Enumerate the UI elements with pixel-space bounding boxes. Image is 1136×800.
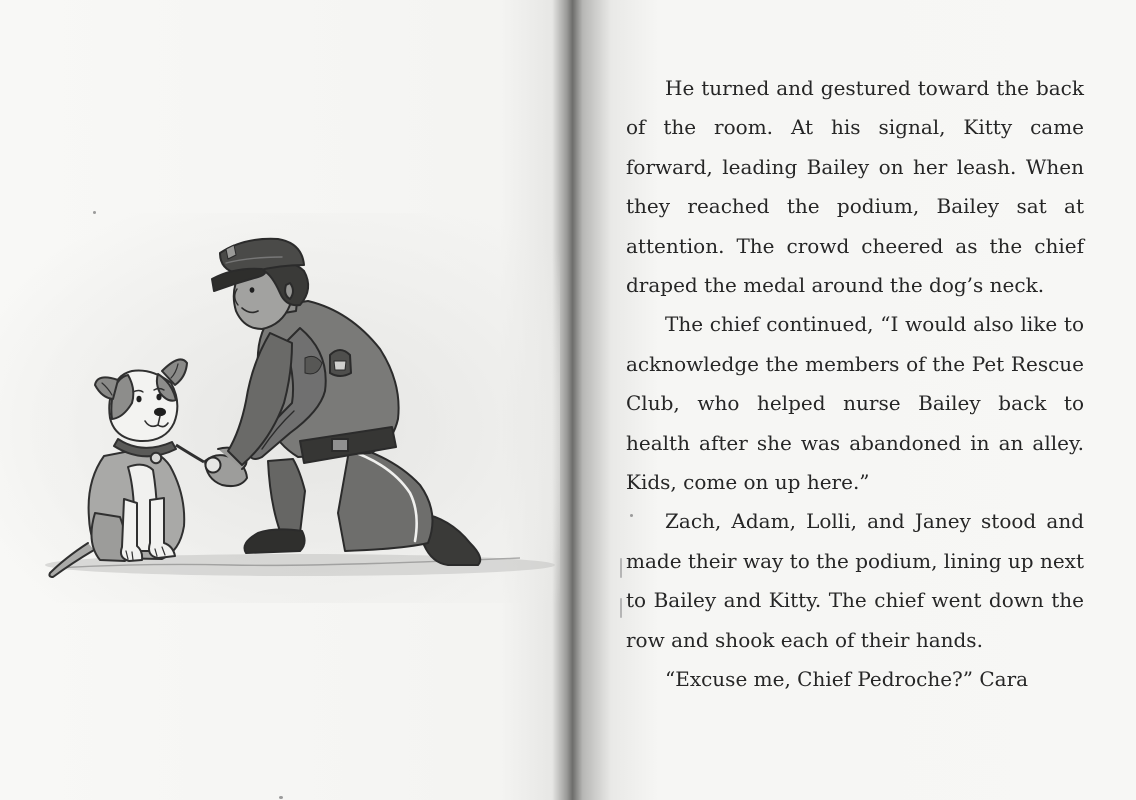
police-dog-medal-illustration-icon [0, 213, 560, 603]
paper-speck [630, 514, 633, 517]
paper-mark [620, 598, 622, 618]
paper-speck [279, 796, 283, 799]
right-page [574, 0, 1136, 800]
paragraph: Zach, Adam, Lolli, and Janey stood and made their way to the podium, lining up next to Bailey and Kitty. The chief went down the row and shook each of their hands. [626, 509, 1084, 652]
paragraph: He turned and gestured toward the back of the room. At his signal, Kitty came forward, leading Bailey on her leash. When they reached the podium, Bailey sat at attention. The crowd cheered as the chief draped the medal around the dog’s neck. [626, 76, 1084, 298]
story-text [626, 69, 1084, 700]
officer-figure [205, 239, 480, 565]
paragraph: The chief continued, “I would also like to acknowledge the members of the Pet Rescue Club, who helped nurse Bailey back to health after she was abandoned in an alley. Kids, come on up here.” [626, 312, 1084, 495]
dog-figure [49, 359, 187, 577]
paper-mark [620, 558, 622, 578]
left-page [0, 0, 560, 800]
paragraph: “Excuse me, Chief Pedroche?” Cara [665, 667, 1029, 692]
leash [176, 445, 204, 462]
illustration-area [0, 213, 560, 603]
